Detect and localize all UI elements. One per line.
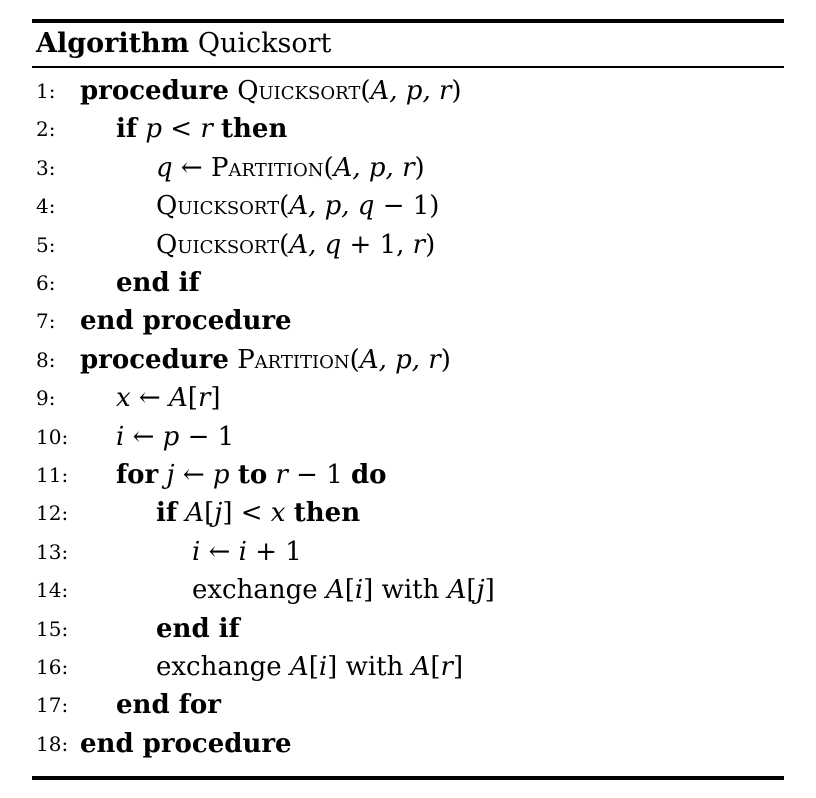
line-code	[156, 494, 360, 532]
line-number: 16:	[36, 655, 69, 679]
line-code	[116, 456, 387, 494]
line-code	[192, 533, 302, 571]
code-text: [	[204, 498, 215, 529]
math-var: r	[412, 229, 426, 260]
keyword: procedure	[80, 76, 229, 106]
math-var: q	[156, 152, 173, 183]
code-text	[229, 76, 237, 106]
code-text: ]	[484, 575, 495, 606]
keyword: then	[293, 498, 361, 529]
code-text: ] with	[363, 575, 448, 606]
code-text	[213, 114, 221, 144]
line-code	[156, 149, 425, 187]
line-number: 2:	[36, 117, 56, 142]
code-text	[158, 460, 166, 490]
keyword: end procedure	[80, 728, 292, 759]
procedure-name: Partition	[210, 152, 324, 183]
line-code	[116, 686, 221, 724]
math-var: A, q	[289, 229, 342, 260]
math-var: r	[200, 114, 213, 145]
code-text: ←	[124, 421, 163, 452]
code-text: [	[344, 575, 355, 606]
line-code	[80, 341, 451, 379]
math-var: p	[145, 114, 162, 145]
line-number: 6:	[36, 271, 56, 295]
math-var: r	[197, 383, 211, 414]
code-text: ←	[130, 383, 169, 414]
code-text: − 1	[287, 460, 351, 490]
code-text: ] with	[327, 652, 412, 682]
math-var: j	[166, 460, 175, 490]
code-text: )	[451, 76, 462, 106]
code-text: + 1,	[341, 229, 413, 260]
algorithm-line	[0, 187, 816, 225]
math-var: r	[440, 652, 453, 682]
line-code	[116, 379, 221, 417]
math-var: p	[162, 421, 180, 452]
caption-label: Algorithm	[36, 28, 190, 59]
keyword: end if	[156, 613, 240, 644]
line-code	[156, 610, 240, 648]
keyword: end procedure	[80, 306, 292, 337]
code-text: (	[349, 344, 360, 375]
math-var: i	[318, 652, 328, 682]
algorithm-line	[0, 648, 816, 686]
math-var: i	[354, 575, 364, 606]
code-text	[285, 498, 293, 528]
code-text: ←	[200, 536, 239, 567]
code-text: + 1	[246, 536, 302, 567]
line-code	[80, 725, 292, 763]
math-var: A, p, r	[370, 76, 452, 106]
keyword: to	[237, 460, 268, 490]
line-number: 8:	[36, 347, 56, 372]
algorithm-line	[0, 226, 816, 264]
algorithm-line	[0, 72, 816, 110]
caption-name: Quicksort	[197, 28, 332, 59]
algorithm-line	[0, 418, 816, 456]
math-var: j	[476, 575, 485, 606]
math-var: i	[116, 421, 125, 452]
line-code	[192, 571, 495, 609]
math-var: p	[212, 460, 230, 490]
keyword: then	[221, 114, 288, 145]
line-number: 18:	[36, 731, 69, 756]
code-text: <	[161, 114, 201, 145]
algorithm-line	[0, 571, 816, 609]
caption-rule	[32, 66, 784, 68]
algorithm-caption	[36, 26, 331, 62]
math-var: A, p, r	[333, 152, 415, 183]
line-number: 15:	[36, 616, 69, 641]
algorithm-line	[0, 494, 816, 532]
code-text: ←	[172, 152, 211, 183]
keyword: end if	[116, 268, 200, 298]
line-number: 1:	[36, 79, 56, 103]
math-var: A, p, q	[289, 191, 375, 222]
code-text: [	[430, 652, 441, 682]
math-var: j	[214, 498, 223, 529]
math-var: A	[289, 652, 309, 682]
algorithm-line	[0, 379, 816, 417]
code-text: )	[425, 229, 436, 260]
line-number: 10:	[36, 424, 69, 449]
line-number: 17:	[36, 693, 69, 718]
procedure-name: Partition	[237, 344, 350, 375]
code-text: [	[466, 575, 477, 606]
math-var: A	[447, 575, 467, 606]
math-var: i	[238, 536, 247, 567]
algorithm-line	[0, 686, 816, 724]
code-text: exchange	[192, 575, 326, 606]
algorithm-line	[0, 610, 816, 648]
algorithm-line	[0, 456, 816, 494]
code-text	[229, 345, 237, 375]
line-code	[80, 302, 292, 340]
code-text: )	[414, 152, 425, 183]
code-text: ]	[210, 383, 221, 414]
top-rule	[32, 19, 784, 23]
procedure-name: Quicksort	[237, 76, 361, 106]
code-text: (	[360, 76, 371, 106]
code-text: − 1)	[374, 191, 440, 222]
keyword: for	[116, 460, 159, 490]
line-code	[156, 648, 463, 686]
algorithm-line	[0, 533, 816, 571]
line-number: 3:	[36, 155, 56, 180]
code-text: − 1	[179, 421, 235, 452]
code-text: (	[279, 191, 290, 222]
algorithm-line	[0, 149, 816, 187]
algorithm-line	[0, 110, 816, 148]
code-text: ←	[174, 460, 213, 490]
math-var: A	[411, 652, 431, 682]
math-var: r	[275, 460, 288, 490]
line-code	[116, 418, 234, 456]
line-number: 7:	[36, 309, 56, 334]
line-code	[156, 187, 439, 225]
math-var: x	[116, 383, 131, 414]
algorithm-line	[0, 725, 816, 763]
keyword: end for	[116, 690, 221, 721]
code-text: )	[440, 344, 451, 375]
math-var: A	[325, 575, 345, 606]
algorithm-line	[0, 302, 816, 340]
line-number: 11:	[36, 463, 69, 487]
math-var: x	[270, 498, 286, 529]
algorithm-line	[0, 341, 816, 379]
math-var: A, p, r	[359, 344, 441, 375]
procedure-name: Quicksort	[156, 191, 280, 222]
code-text: ]	[452, 652, 464, 682]
keyword: if	[116, 114, 138, 145]
math-var: A	[185, 498, 205, 529]
line-number: 4:	[36, 194, 56, 219]
algorithm-line	[0, 264, 816, 302]
line-code	[156, 226, 435, 264]
code-text: exchange	[156, 652, 290, 682]
math-var: A	[169, 383, 188, 414]
keyword: if	[156, 498, 178, 529]
procedure-name: Quicksort	[156, 229, 280, 260]
bottom-rule	[32, 776, 784, 780]
code-text	[230, 460, 238, 490]
line-code	[116, 110, 287, 148]
line-number: 12:	[36, 501, 69, 526]
line-number: 5:	[36, 232, 56, 257]
code-text: ] <	[222, 498, 271, 529]
keyword: procedure	[80, 344, 229, 375]
line-number: 13:	[36, 539, 69, 564]
code-text: [	[308, 652, 319, 682]
code-text: [	[187, 383, 198, 414]
code-text: (	[323, 152, 334, 183]
math-var: i	[192, 536, 201, 567]
code-text: (	[279, 229, 290, 260]
keyword: do	[351, 460, 387, 490]
line-code	[80, 72, 462, 110]
line-number: 9:	[36, 386, 56, 411]
line-number: 14:	[36, 578, 69, 603]
line-code	[116, 264, 200, 302]
